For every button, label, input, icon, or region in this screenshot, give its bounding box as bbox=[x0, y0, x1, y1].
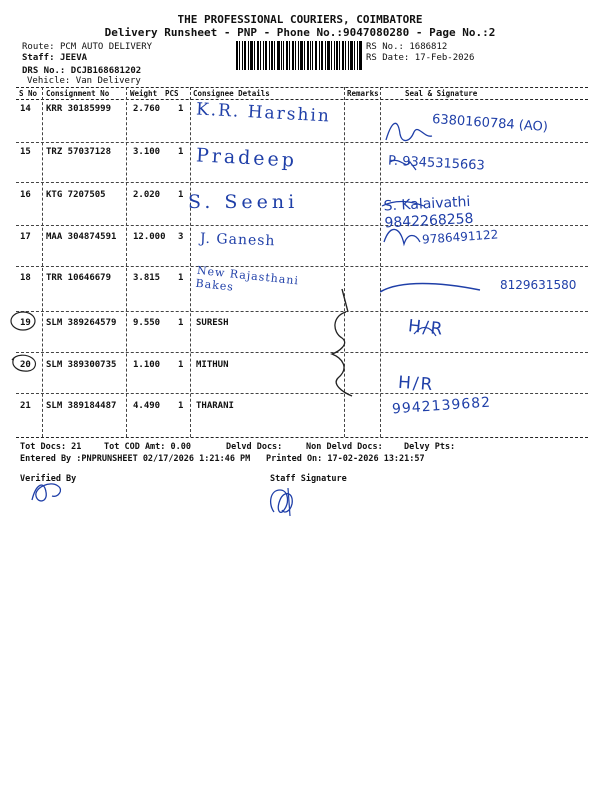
row-weight: 2.760 bbox=[133, 104, 161, 114]
handwritten-name: New Rajasthani Bakes bbox=[194, 263, 300, 294]
col-header-seal-signature: Seal & Signature bbox=[405, 89, 478, 98]
table-top-border bbox=[16, 87, 588, 88]
col-header-remarks: Remarks bbox=[347, 89, 379, 98]
row-consignment: SLM 389264579 bbox=[46, 318, 117, 328]
signature-text: 6380160784 (AO) bbox=[431, 111, 549, 136]
signature-text: 9786491122 bbox=[421, 227, 499, 247]
drs-value: DCJB168681202 bbox=[70, 66, 142, 76]
handwritten-circles bbox=[8, 308, 40, 378]
total-cod-amount: Tot COD Amt: 0.00 bbox=[104, 442, 191, 452]
staff-signature-mark bbox=[264, 482, 304, 518]
non-delivered-docs: Non Delvd Docs: bbox=[306, 442, 383, 452]
signature-text: P. 9345315663 bbox=[387, 153, 486, 174]
row-consignment: SLM 389184487 bbox=[46, 401, 117, 411]
total-docs: Tot Docs: 21 bbox=[20, 442, 82, 452]
row-pcs: 1 bbox=[178, 401, 184, 411]
route-value: PCM AUTO DELIVERY bbox=[59, 42, 153, 52]
vehicle-value: Van Delivery bbox=[75, 76, 141, 86]
row-sno: 20 bbox=[20, 360, 31, 370]
row-weight: 9.550 bbox=[133, 318, 161, 328]
vehicle-line bbox=[27, 76, 141, 86]
row-pcs: 1 bbox=[178, 147, 184, 157]
row-weight: 12.000 bbox=[133, 232, 166, 242]
row-pcs: 1 bbox=[178, 190, 184, 200]
signature-text: S. Kalaivathi 9842268258 bbox=[383, 193, 474, 232]
col-header-pcs: PCS bbox=[165, 89, 179, 98]
row-consignment: KTG 7207505 bbox=[46, 190, 106, 200]
column-divider bbox=[42, 87, 43, 437]
row-sno: 15 bbox=[20, 147, 31, 157]
signature-text: H/R bbox=[407, 316, 446, 340]
col-header-consignment: Consignment No bbox=[46, 89, 110, 98]
column-divider bbox=[190, 87, 191, 437]
signature-text: H/R bbox=[397, 372, 435, 396]
delivered-docs: Delvd Docs: bbox=[226, 442, 283, 452]
row-pcs: 1 bbox=[178, 104, 184, 114]
row-sno: 16 bbox=[20, 190, 31, 200]
printed-on: Printed On: 17-02-2026 13:21:57 bbox=[266, 454, 425, 464]
row-weight: 2.020 bbox=[133, 190, 161, 200]
table-header-divider bbox=[16, 99, 588, 100]
delivery-points: Delvy Pts: bbox=[404, 442, 456, 452]
route-label: Route: bbox=[22, 42, 55, 52]
rs-no-value: 1686812 bbox=[409, 42, 448, 52]
column-divider bbox=[126, 87, 127, 437]
verified-signature bbox=[28, 476, 68, 506]
row-sno: 17 bbox=[20, 232, 31, 242]
row-pcs: 3 bbox=[178, 232, 184, 242]
row-pcs: 1 bbox=[178, 360, 184, 370]
table-bottom-border bbox=[16, 437, 588, 438]
row-weight: 1.100 bbox=[133, 360, 161, 370]
staff-line bbox=[22, 53, 87, 63]
vehicle-label: Vehicle: bbox=[27, 76, 71, 86]
staff-value: JEEVA bbox=[59, 53, 88, 63]
col-header-sno: S No bbox=[19, 89, 38, 98]
row-consignment: KRR 30185999 bbox=[46, 104, 112, 114]
handwritten-name: Pradeep bbox=[195, 144, 298, 172]
verified-by-label: Verified By bbox=[20, 474, 77, 484]
rs-no-label: RS No.: bbox=[366, 42, 404, 52]
handwritten-name: S. Seeni bbox=[188, 191, 299, 213]
rs-date-label: RS Date: bbox=[366, 53, 410, 63]
row-consignee: MITHUN bbox=[196, 360, 229, 370]
row-consignee: SURESH bbox=[196, 318, 229, 328]
drs-label: DRS No.: bbox=[22, 66, 66, 76]
handwritten-bracket bbox=[284, 284, 364, 404]
handwritten-name: K.R. Harshin bbox=[195, 99, 332, 127]
row-consignment: SLM 389300735 bbox=[46, 360, 117, 370]
staff-signature-label: Staff Signature bbox=[270, 474, 347, 484]
signature-text: 8129631580 bbox=[500, 278, 577, 292]
entered-by: Entered By :PNPRUNSHEET 02/17/2026 1:21:46 PM bbox=[20, 454, 251, 464]
row-weight: 3.815 bbox=[133, 273, 161, 283]
row-sno: 19 bbox=[20, 318, 31, 328]
row-weight: 4.490 bbox=[133, 401, 161, 411]
row-sno: 18 bbox=[20, 273, 31, 283]
row-weight: 3.100 bbox=[133, 147, 161, 157]
row-consignee: THARANI bbox=[196, 401, 234, 411]
row-consignment: TRZ 57037128 bbox=[46, 147, 112, 157]
handwritten-name: J. Ganesh bbox=[199, 230, 276, 250]
col-header-weight: Weight bbox=[130, 89, 158, 98]
row-consignment: MAA 304874591 bbox=[46, 232, 117, 242]
row-pcs: 1 bbox=[178, 273, 184, 283]
barcode-image bbox=[236, 41, 362, 70]
row-sno: 14 bbox=[20, 104, 31, 114]
row-consignment: TRR 10646679 bbox=[46, 273, 112, 283]
rs-date-line bbox=[366, 53, 474, 63]
row-pcs: 1 bbox=[178, 318, 184, 328]
rs-no-line bbox=[366, 42, 447, 52]
staff-label: Staff: bbox=[22, 53, 55, 63]
company-name: THE PROFESSIONAL COURIERS, COIMBATORE bbox=[177, 13, 423, 26]
route-line bbox=[22, 42, 152, 52]
rs-date-value: 17-Feb-2026 bbox=[414, 53, 475, 63]
col-header-consignee: Consignee Details bbox=[193, 89, 270, 98]
drs-line bbox=[22, 66, 141, 76]
row-sno: 21 bbox=[20, 401, 31, 411]
signature-text: 9942139682 bbox=[391, 394, 492, 418]
runsheet-title: Delivery Runsheet - PNP - Phone No.:9047080280 - Page No.:2 bbox=[104, 26, 496, 39]
